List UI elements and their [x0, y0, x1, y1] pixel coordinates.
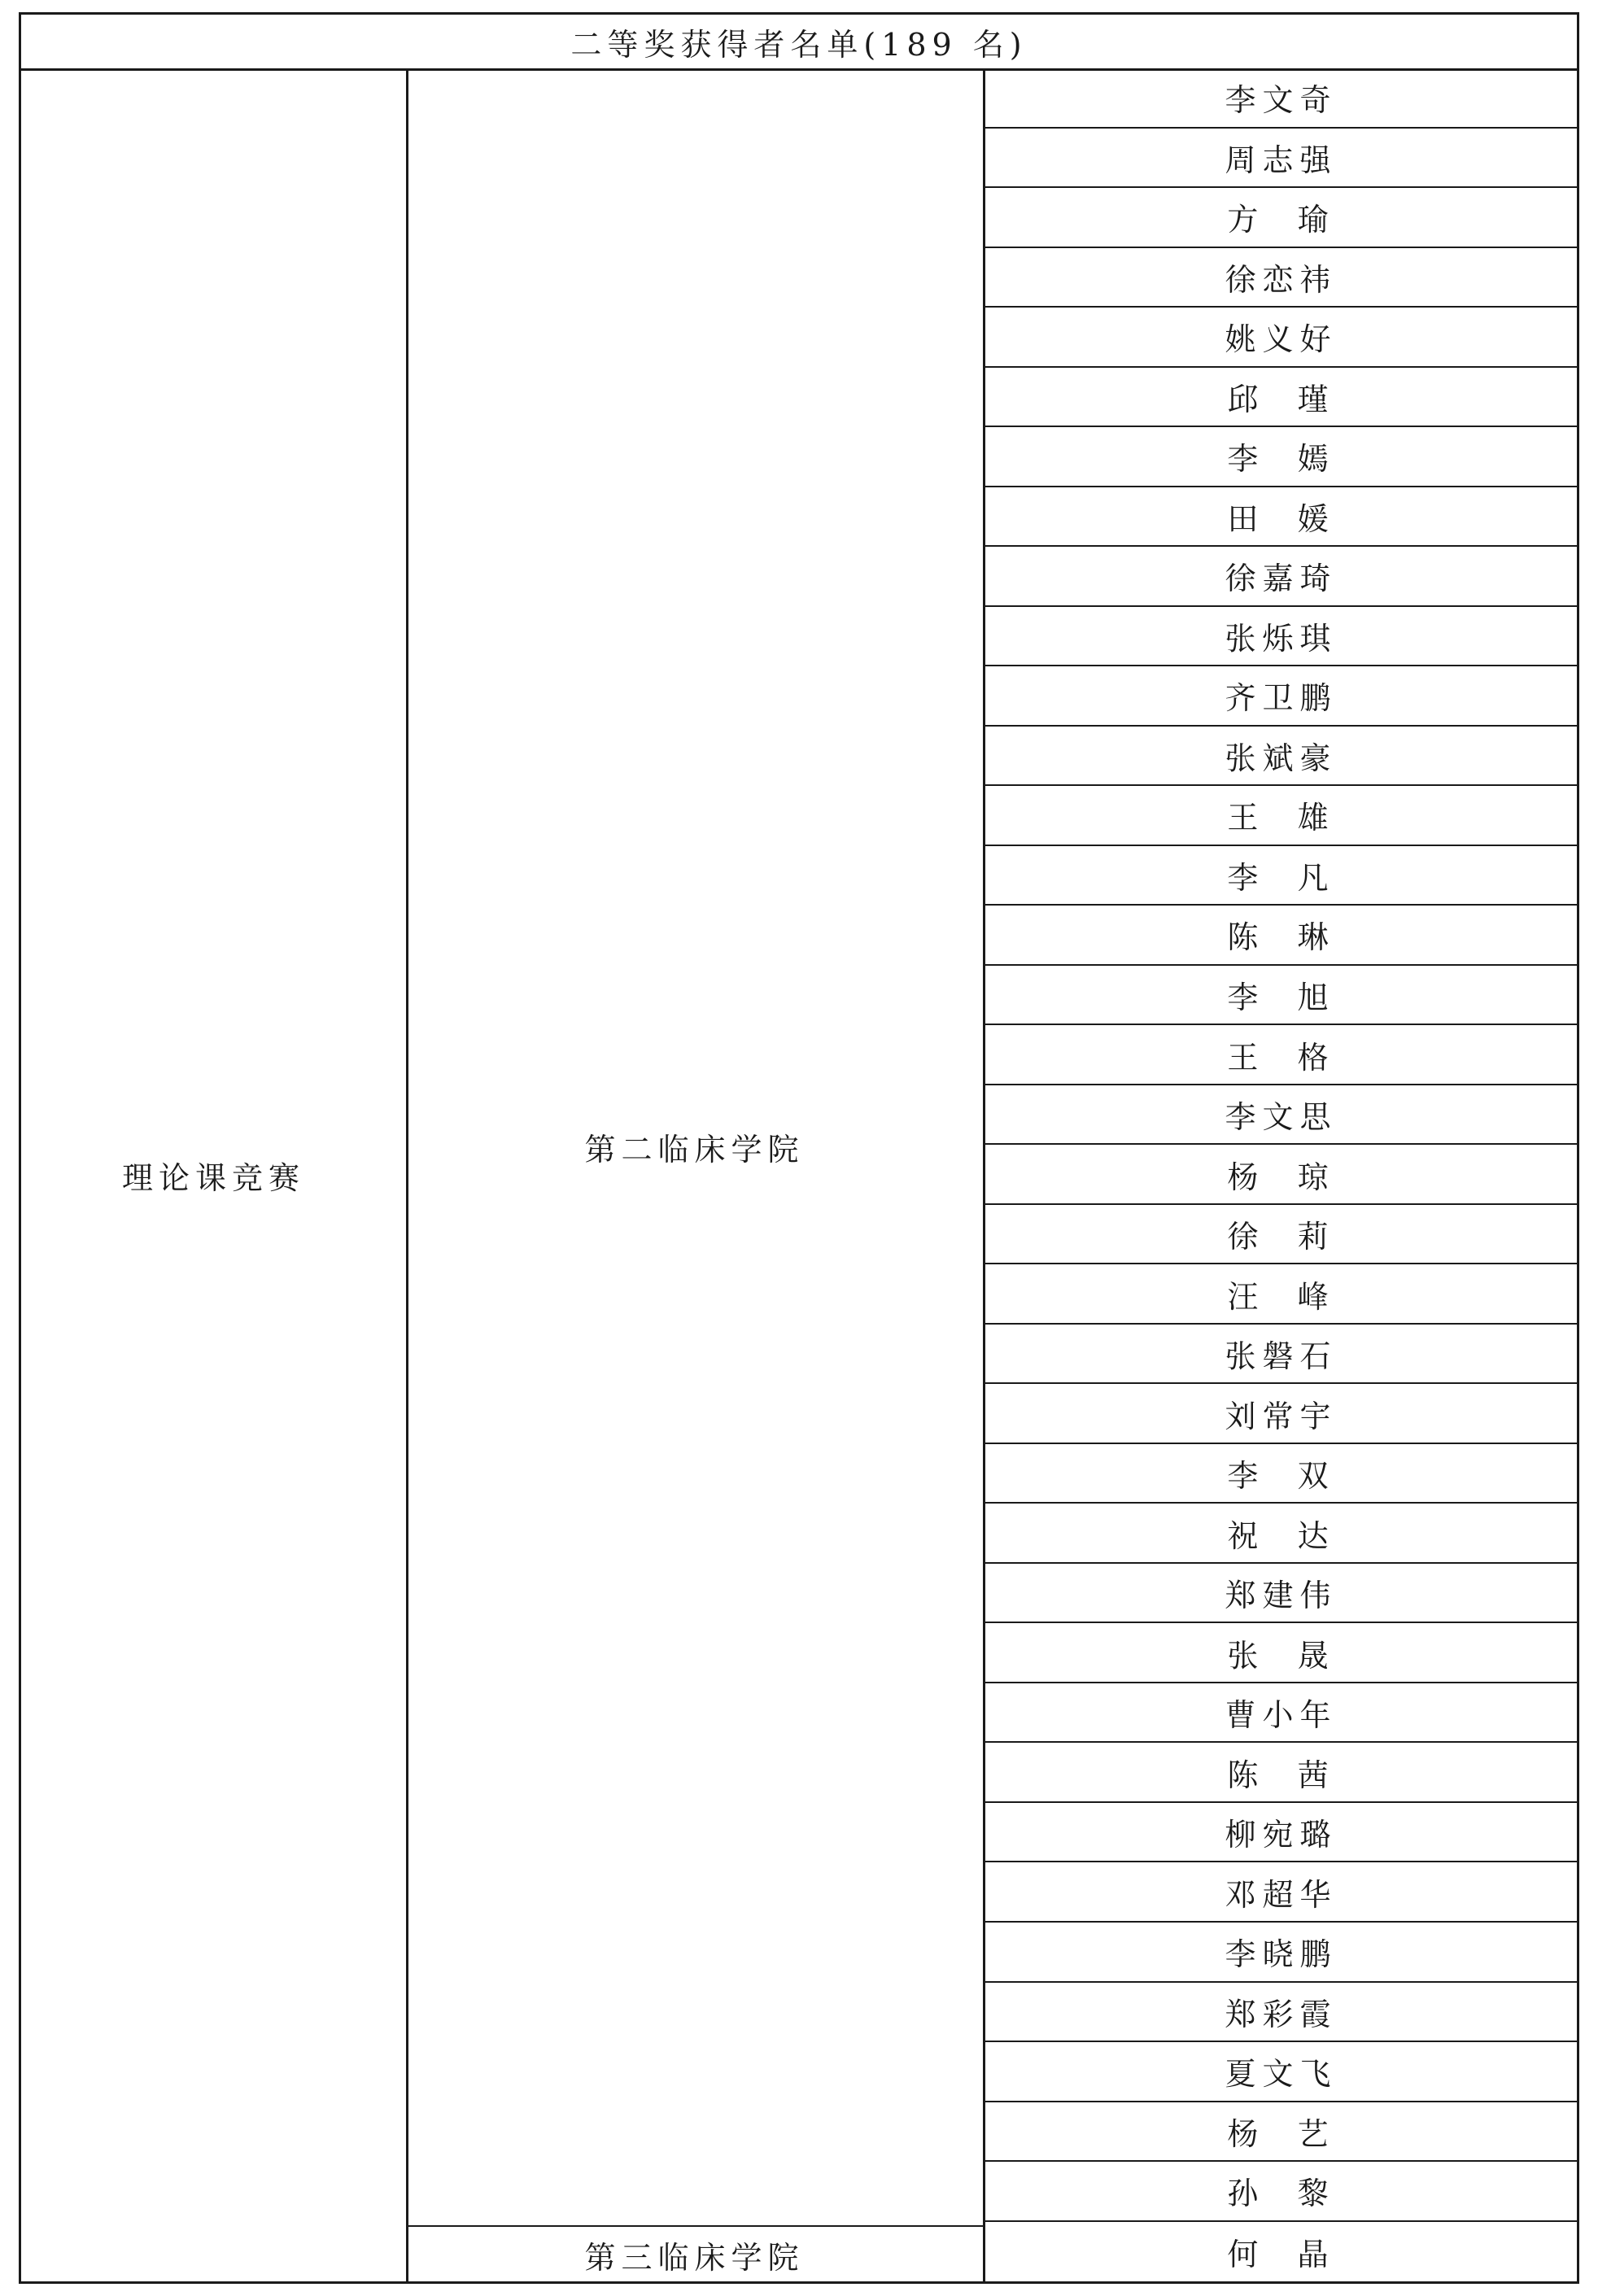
name-cell: 徐嘉琦 — [985, 547, 1577, 607]
name-cell: 杨 琼 — [985, 1145, 1577, 1205]
name-cell: 李 旭 — [985, 966, 1577, 1026]
award-table — [19, 12, 1579, 2284]
names-column — [985, 68, 1577, 2281]
college-cell-third: 第三临床学院 — [406, 2227, 985, 2282]
name-cell: 李晓鹏 — [985, 1923, 1577, 1983]
name-cell: 田 媛 — [985, 487, 1577, 548]
table-title: 二等奖获得者名单(189 名) — [21, 15, 1577, 71]
name-cell: 周志强 — [985, 129, 1577, 189]
name-cell: 姚义好 — [985, 308, 1577, 368]
name-cell: 张斌豪 — [985, 727, 1577, 787]
name-cell: 邱 瑾 — [985, 368, 1577, 428]
name-cell: 李文奇 — [985, 68, 1577, 129]
name-cell: 王 格 — [985, 1025, 1577, 1085]
name-cell: 李文思 — [985, 1085, 1577, 1146]
name-cell: 柳宛璐 — [985, 1803, 1577, 1863]
name-cell: 齐卫鹏 — [985, 666, 1577, 727]
name-cell: 张磐石 — [985, 1325, 1577, 1385]
name-cell: 徐恋祎 — [985, 248, 1577, 308]
name-cell: 陈 琳 — [985, 906, 1577, 966]
name-cell: 夏文飞 — [985, 2042, 1577, 2102]
name-cell: 陈 茜 — [985, 1743, 1577, 1803]
name-cell: 曹小年 — [985, 1683, 1577, 1744]
name-cell: 汪 峰 — [985, 1264, 1577, 1325]
name-cell: 李 凡 — [985, 846, 1577, 906]
name-cell: 邓超华 — [985, 1862, 1577, 1923]
name-cell: 李 嫣 — [985, 427, 1577, 487]
name-cell: 孙 黎 — [985, 2162, 1577, 2222]
name-cell: 王 雄 — [985, 786, 1577, 846]
name-cell: 郑建伟 — [985, 1564, 1577, 1624]
name-cell: 杨 艺 — [985, 2102, 1577, 2163]
name-cell: 祝 达 — [985, 1504, 1577, 1564]
name-cell: 徐 莉 — [985, 1205, 1577, 1265]
name-cell: 李 双 — [985, 1444, 1577, 1504]
category-cell: 理论课竞赛 — [21, 68, 408, 2281]
name-cell: 刘常宇 — [985, 1384, 1577, 1444]
name-cell: 何 晶 — [1227, 2236, 1335, 2272]
name-cell: 张 晟 — [985, 1623, 1577, 1683]
name-cell: 方 瑜 — [985, 188, 1577, 248]
name-cell: 张烁琪 — [985, 607, 1577, 667]
name-cell: 郑彩霞 — [985, 1983, 1577, 2043]
college-cell-second: 第二临床学院 — [406, 68, 985, 2227]
